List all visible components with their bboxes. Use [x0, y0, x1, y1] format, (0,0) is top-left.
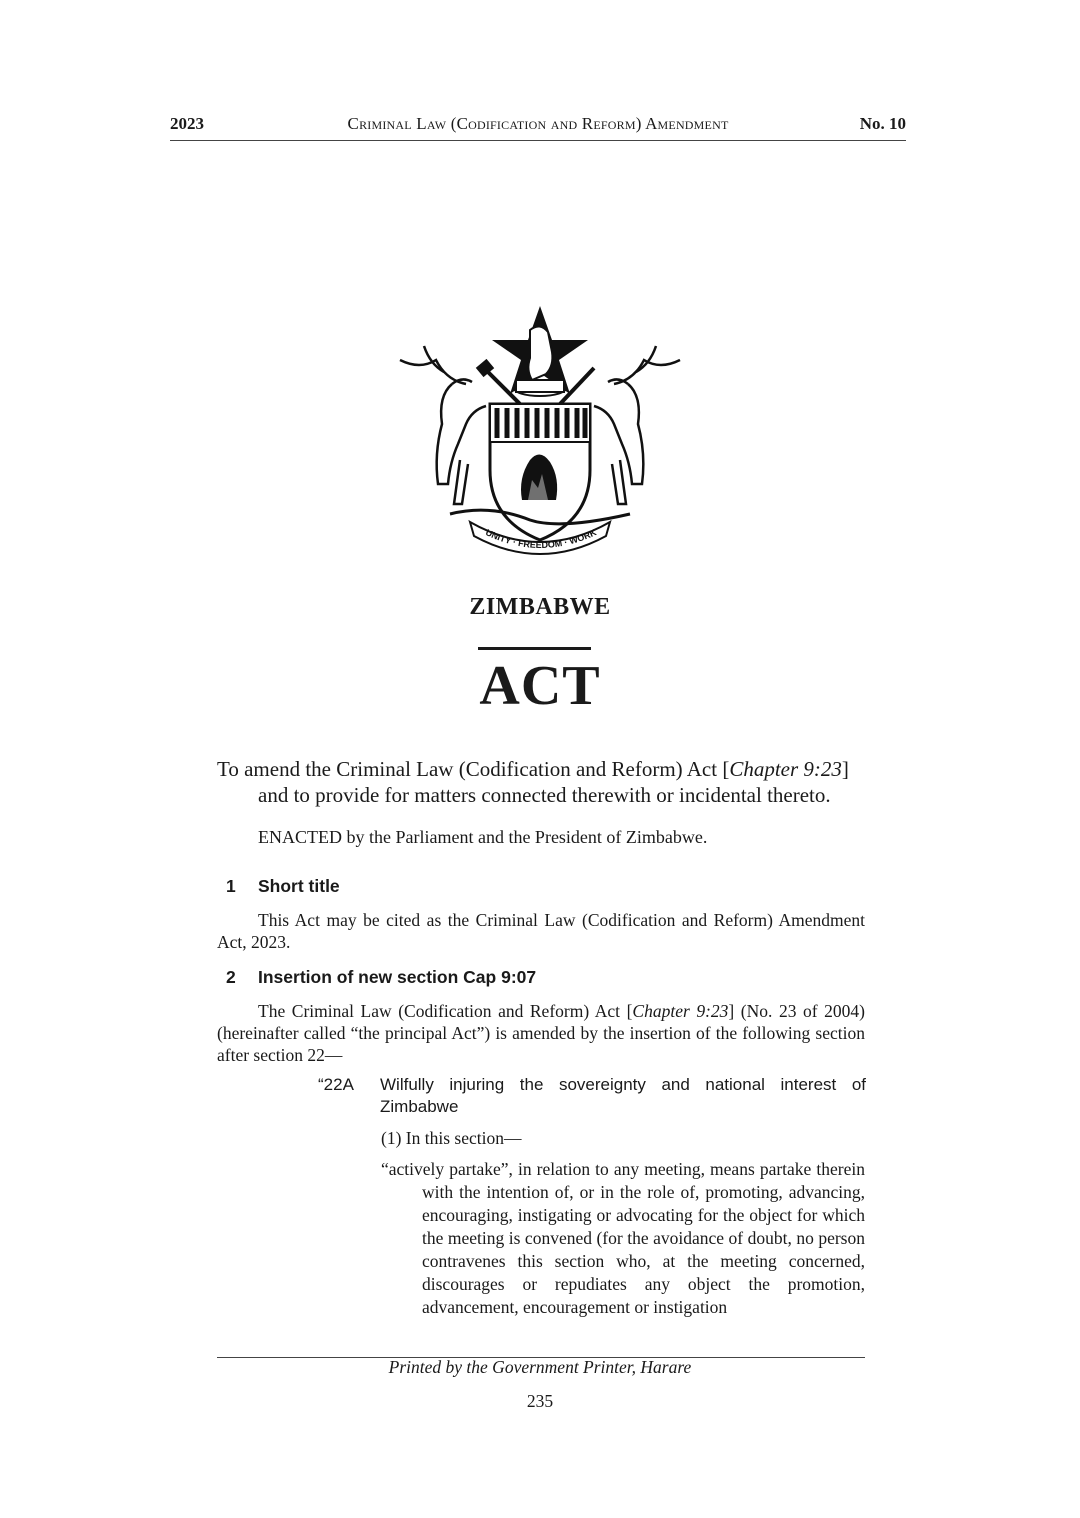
section-number: 2	[226, 967, 236, 987]
section-1-heading	[226, 876, 340, 897]
coat-of-arms-emblem	[390, 300, 690, 558]
kudu-right-icon	[594, 346, 680, 504]
definition-actively-partake: “actively partake”, in relation to any meeting, means partake therein with the intention of, or in the role of, promoting, advancing, encouraging, instigating or advocating for the object for which the meeting is convened (for the avoidance of doubt, no person contravenes this section who, at the meeting concerned, discourages or repudiates any object the promotion, advancement, encouragement or instigation	[381, 1159, 865, 1317]
section-1-text: This Act may be cited as the Criminal Law (Codification and Reform) Amendment Act, 2023.	[217, 910, 865, 952]
motto-text: UNITY · FREEDOM · WORK	[484, 527, 598, 551]
kudu-left-icon	[400, 346, 486, 504]
title-divider	[478, 647, 591, 650]
act-heading: ACT	[479, 655, 601, 717]
enacting-clause: ENACTED by the Parliament and the President of Zimbabwe.	[258, 827, 708, 847]
inserted-section-heading	[318, 1074, 866, 1118]
section-2-heading	[226, 967, 536, 988]
long-title-line1: To amend the Criminal Law (Codification and Reform) Act [Chapter 9:23]	[217, 757, 849, 781]
shield-icon	[490, 404, 590, 540]
header-act-title: Criminal Law (Codification and Reform) Amendment	[347, 114, 729, 133]
header-year: 2023	[170, 114, 204, 133]
section-2-text: The Criminal Law (Codification and Reform) Act [Chapter 9:23] (No. 23 of 2004) (hereinafter called “the principal Act”) is amended by the insertion of the following section after section 22—	[217, 1001, 865, 1065]
inserted-section-number: “22A	[318, 1075, 354, 1094]
printer-note: Printed by the Government Printer, Harare	[388, 1357, 692, 1377]
bird-icon	[528, 326, 552, 380]
section-title: Short title	[258, 876, 340, 896]
long-title-line2: and to provide for matters connected therewith or incidental thereto.	[258, 783, 831, 807]
inserted-section-title: Wilfully injuring the sovereignty and national interest of Zimbabwe	[380, 1075, 866, 1116]
section-title: Insertion of new section Cap 9:07	[258, 967, 537, 987]
section-number: 1	[226, 876, 236, 896]
country-name: ZIMBABWE	[469, 594, 611, 620]
long-title	[217, 756, 867, 808]
subsection-intro: (1) In this section—	[381, 1128, 522, 1148]
page-number: 235	[526, 1391, 554, 1411]
running-header	[170, 112, 906, 141]
header-act-number: No. 10	[859, 114, 906, 133]
